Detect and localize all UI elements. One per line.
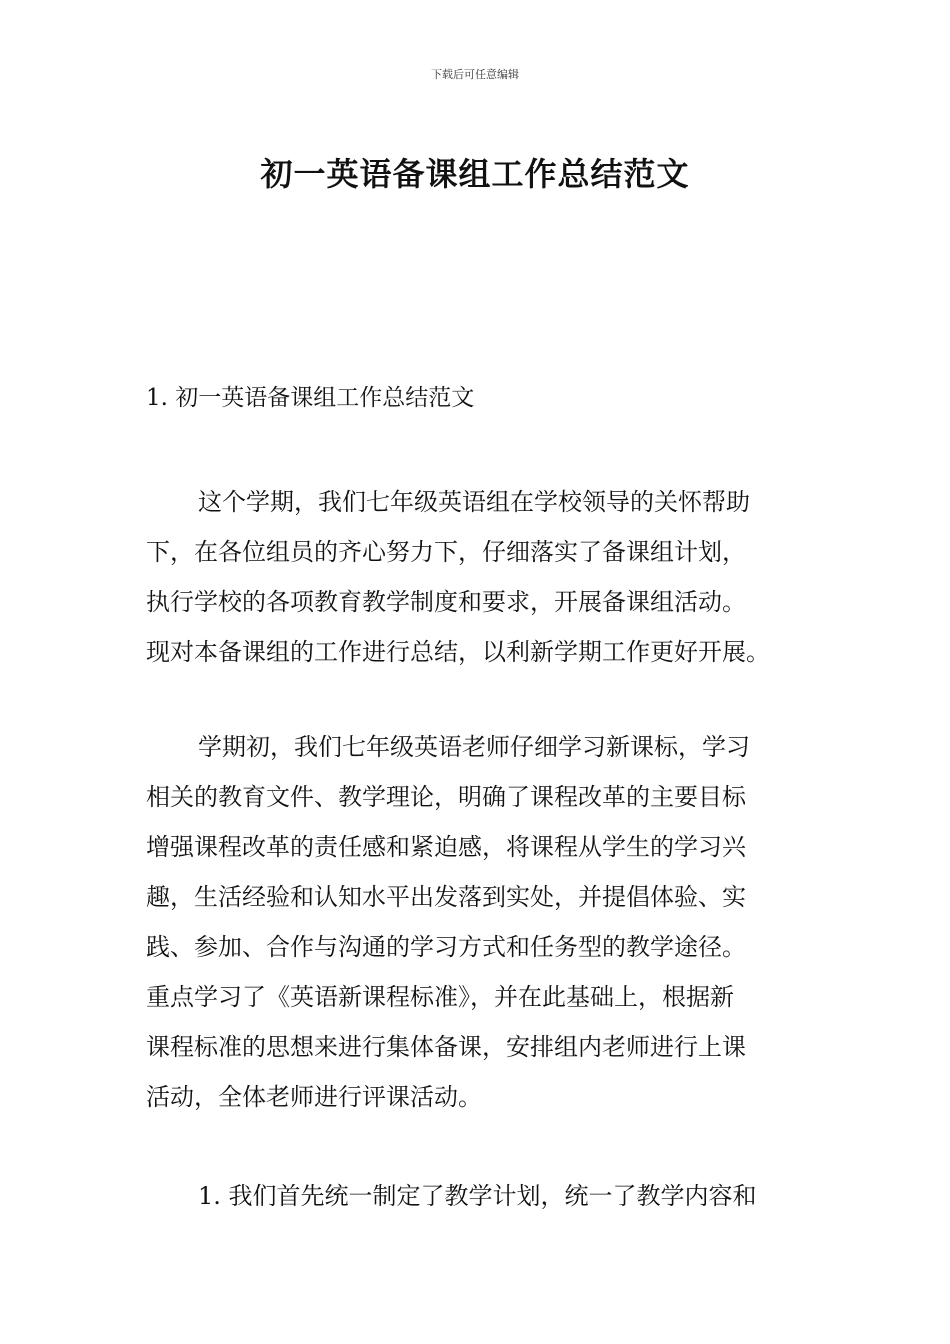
paragraph-line: 相关的教育文件、教学理论，明确了课程改革的主要目标 [146,783,746,811]
paragraph-1 [146,477,816,677]
paragraph-line: 1. 我们首先统一制定了教学计划，统一了教学内容和 [198,1182,757,1210]
paragraph-line: 学期初，我们七年级英语老师仔细学习新课标，学习 [198,733,750,761]
paragraph-line: 活动，全体老师进行评课活动。 [146,1083,482,1111]
paragraph-line: 这个学期，我们七年级英语组在学校领导的关怀帮助 [198,488,750,516]
paragraph-line: 执行学校的各项教育教学制度和要求，开展备课组活动。 [146,588,746,616]
paragraph-2 [146,722,816,1122]
paragraph-line: 践、参加、合作与沟通的学习方式和任务型的教学途径。 [146,933,746,961]
document-title: 初一英语备课组工作总结范文 [260,155,690,194]
paragraph-line: 课程标准的思想来进行集体备课，安排组内老师进行上课 [146,1033,746,1061]
paragraph-line: 重点学习了《英语新课程标准》，并在此基础上，根据新 [146,983,734,1011]
header-note: 下载后可任意编辑 [431,68,519,81]
paragraph-line: 趣，生活经验和认知水平出发落到实处，并提倡体验、实 [146,883,746,911]
paragraph-line: 下，在各位组员的齐心努力下，仔细落实了备课组计划， [146,538,746,566]
section-heading: 1. 初一英语备课组工作总结范文 [146,385,475,411]
paragraph-line: 现对本备课组的工作进行总结，以利新学期工作更好开展。 [146,638,770,666]
paragraph-3 [146,1171,816,1221]
paragraph-line: 增强课程改革的责任感和紧迫感，将课程从学生的学习兴 [146,833,746,861]
